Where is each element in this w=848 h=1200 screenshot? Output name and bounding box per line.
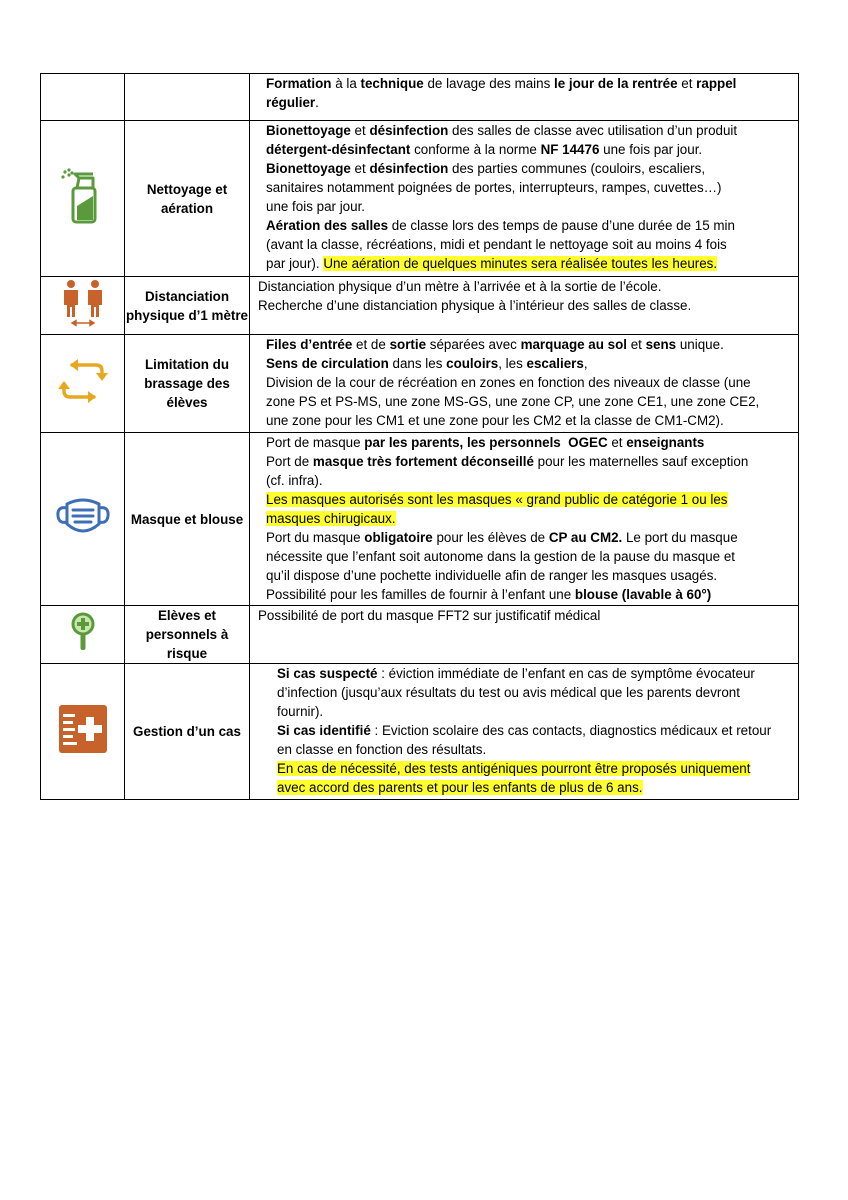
bold-text: Aération des salles [266, 218, 389, 233]
text-segment: séparées avec [426, 337, 521, 352]
highlighted-text: En cas de nécessité, des tests antigéniques pourront être proposés uniquement [277, 761, 751, 776]
text-segment: zone PS et PS-MS, une zone MS-GS, une zone CP, une zone CE1, une zone CE2, [266, 394, 760, 409]
content-line [266, 433, 792, 452]
content-line [266, 354, 792, 373]
text-segment: et [350, 161, 370, 176]
content-line [266, 547, 792, 566]
row-content [250, 335, 799, 433]
text-segment: Possibilité pour les familles de fournir à l’enfant une [266, 587, 575, 602]
bold-text: Files d’entrée [266, 337, 353, 352]
content-line [266, 74, 792, 93]
row-content [250, 277, 799, 335]
table-row-at-risk [41, 606, 799, 664]
text-segment: Le port du masque [622, 530, 738, 545]
text-segment: , les [498, 356, 527, 371]
bold-text: rappel [696, 76, 737, 91]
content-line [266, 373, 792, 392]
face-mask-icon [55, 494, 111, 545]
content-line [266, 471, 792, 490]
icon-cell [41, 74, 125, 121]
content-line [266, 452, 792, 471]
icon-cell [41, 335, 125, 433]
row-label: Limitation du brassage des élèves [125, 335, 250, 433]
content-line [258, 296, 792, 315]
magnifier-icon [69, 612, 97, 657]
table-row-mask [41, 433, 799, 606]
text-segment: qu’il dispose d’une pochette individuelle afin de ranger les masques usagés. [266, 568, 718, 583]
content-line [266, 509, 792, 528]
bold-text: Si cas suspecté [277, 666, 378, 681]
bold-text: obligatoire [364, 530, 433, 545]
content-line [258, 277, 792, 296]
bold-text: enseignants [626, 435, 705, 450]
content-line [277, 759, 792, 778]
text-segment: fournir). [277, 704, 324, 719]
text-segment: : éviction immédiate de l’enfant en cas de symptôme évocateur [377, 666, 755, 681]
row-label: Masque et blouse [125, 433, 250, 606]
content-line [266, 392, 792, 411]
text-segment: . [315, 95, 319, 110]
text-segment: Port du masque [266, 530, 365, 545]
text-segment: Distanciation physique d’un mètre à l’arrivée et à la sortie de l’école. [258, 279, 662, 294]
text-segment: dans les [388, 356, 447, 371]
protocol-table [40, 73, 799, 800]
text-segment: et [677, 76, 697, 91]
circulation-arrows-icon [58, 359, 108, 408]
people-distance-icon [60, 279, 106, 332]
bold-text: détergent-désinfectant [266, 142, 411, 157]
content-line [277, 721, 792, 740]
bold-text: régulier [266, 95, 316, 110]
content-line [266, 254, 792, 273]
text-segment: en classe en fonction des résultats. [277, 742, 487, 757]
icon-cell [41, 277, 125, 335]
bold-text: masque très fortement déconseillé [312, 454, 534, 469]
text-segment: et [607, 435, 627, 450]
text-segment: (avant la classe, récréations, midi et pendant le nettoyage soit au moins 4 fois [266, 237, 727, 252]
row-label [125, 74, 250, 121]
icon-cell [41, 606, 125, 664]
bold-text: par les parents, les personnels OGEC [364, 435, 608, 450]
text-segment: Recherche d’une distanciation physique à l’intérieur des salles de classe. [258, 298, 692, 313]
bold-text: Formation [266, 76, 332, 91]
highlighted-text: Les masques autorisés sont les masques « grand public de catégorie 1 ou les [266, 492, 728, 507]
text-segment: une fois par jour. [599, 142, 703, 157]
content-line [266, 235, 792, 254]
text-segment: une fois par jour. [266, 199, 366, 214]
content-line [266, 528, 792, 547]
row-label: Elèves et personnels à risque [125, 606, 250, 664]
text-segment: (cf. infra). [266, 473, 323, 488]
bold-text: marquage au sol [520, 337, 627, 352]
spray-bottle-icon [59, 166, 107, 231]
bold-text: Bionettoyage [266, 161, 351, 176]
bold-text: NF 14476 [540, 142, 600, 157]
text-segment: sanitaires notamment poignées de portes, interrupteurs, rampes, cuvettes…) [266, 180, 722, 195]
text-segment: , [583, 356, 588, 371]
row-label: Distanciation physique d’1 mètre [125, 277, 250, 335]
content-line [266, 490, 792, 509]
row-label: Gestion d’un cas [125, 664, 250, 800]
text-segment: Port de masque [266, 435, 365, 450]
text-segment: unique. [676, 337, 724, 352]
text-segment: de lavage des mains [423, 76, 555, 91]
content-line [266, 178, 792, 197]
text-segment: Port de [266, 454, 313, 469]
content-line [266, 159, 792, 178]
bold-text: le jour de la rentrée [554, 76, 678, 91]
content-line [266, 216, 792, 235]
text-segment: et [627, 337, 646, 352]
bold-text: désinfection [369, 123, 449, 138]
content-line [266, 197, 792, 216]
content-line [277, 740, 792, 759]
text-segment: des parties communes (couloirs, escaliers, [448, 161, 706, 176]
text-segment: d’infection (jusqu’aux résultats du test ou avis médical que les parents devront [277, 685, 740, 700]
table-row-cleaning [41, 121, 799, 277]
content-line [266, 411, 792, 430]
bold-text: CP au CM2. [548, 530, 623, 545]
text-segment: Possibilité de port du masque FFT2 sur justificatif médical [258, 608, 601, 623]
content-line [277, 778, 792, 797]
content-line [277, 664, 792, 683]
row-content [250, 433, 799, 606]
table-row-handwashing [41, 74, 799, 121]
content-line [266, 585, 792, 604]
icon-cell [41, 433, 125, 606]
content-line [277, 702, 792, 721]
text-segment: une zone pour les CM1 et une zone pour les CM2 et la classe de CM1-CM2). [266, 413, 724, 428]
medical-report-icon [59, 705, 107, 758]
text-segment: et [350, 123, 370, 138]
table-row-mixing [41, 335, 799, 433]
text-segment: : Eviction scolaire des cas contacts, diagnostics médicaux et retour [370, 723, 772, 738]
text-segment: et de [352, 337, 390, 352]
content-line [266, 93, 792, 112]
bold-text: technique [360, 76, 424, 91]
content-line [258, 606, 792, 625]
text-segment: à la [331, 76, 361, 91]
icon-cell [41, 121, 125, 277]
row-content [250, 664, 799, 800]
table-row-case-management [41, 664, 799, 800]
row-content [250, 74, 799, 121]
text-segment: pour les maternelles sauf exception [533, 454, 749, 469]
row-content [250, 121, 799, 277]
bold-text: désinfection [369, 161, 449, 176]
bold-text: sortie [389, 337, 427, 352]
row-content [250, 606, 799, 664]
text-segment: Division de la cour de récréation en zones en fonction des niveaux de classe (une [266, 375, 751, 390]
text-segment: conforme à la norme [410, 142, 541, 157]
bold-text: Si cas identifié [277, 723, 371, 738]
table-row-distancing [41, 277, 799, 335]
highlighted-text: masques chirugicaux. [266, 511, 396, 526]
text-segment: pour les élèves de [432, 530, 549, 545]
content-line [266, 140, 792, 159]
text-segment: par jour). [266, 256, 324, 271]
content-line [266, 121, 792, 140]
bold-text: couloirs [446, 356, 499, 371]
bold-text: sens [645, 337, 677, 352]
content-line [266, 566, 792, 585]
icon-cell [41, 664, 125, 800]
row-label: Nettoyage et aération [125, 121, 250, 277]
content-line [266, 335, 792, 354]
bold-text: escaliers [526, 356, 584, 371]
text-segment: de classe lors des temps de pause d’une durée de 15 min [388, 218, 735, 233]
highlighted-text: Une aération de quelques minutes sera réalisée toutes les heures. [323, 256, 718, 271]
highlighted-text: avec accord des parents et pour les enfants de plus de 6 ans. [277, 780, 643, 795]
bold-text: Sens de circulation [266, 356, 389, 371]
bold-text: Bionettoyage [266, 123, 351, 138]
text-segment: nécessite que l’enfant soit autonome dans la gestion de la pause du masque et [266, 549, 735, 564]
content-line [277, 683, 792, 702]
bold-text: blouse (lavable à 60°) [574, 587, 712, 602]
text-segment: des salles de classe avec utilisation d’un produit [448, 123, 738, 138]
